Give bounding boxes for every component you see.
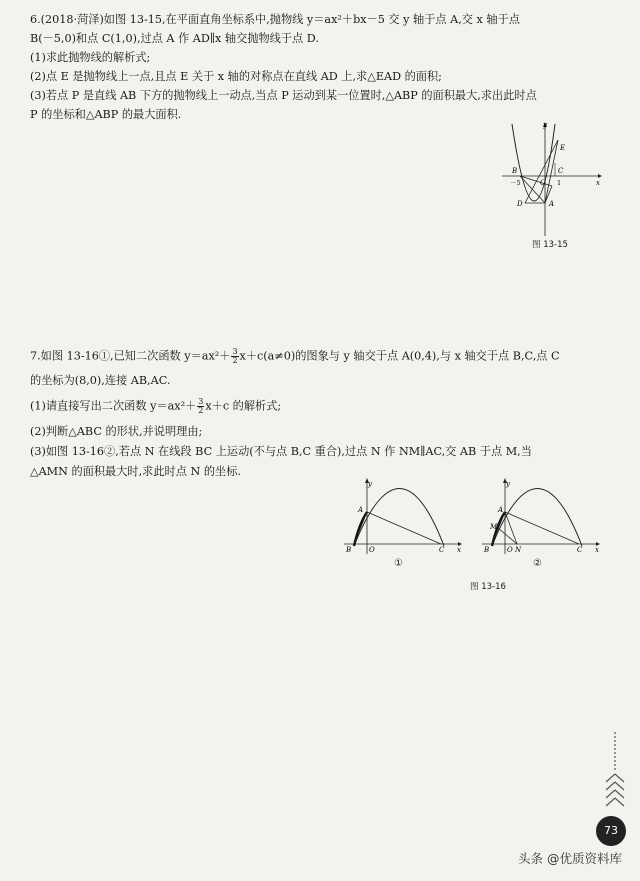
- label-neg5: －5: [510, 179, 521, 187]
- q6-part1: (1)求此抛物线的解析式;: [30, 51, 151, 64]
- segment-AB: [354, 512, 367, 544]
- q7-frac-den: 2: [232, 356, 238, 365]
- q7-stem-line1: [30, 348, 560, 365]
- figure-13-16-sub1: ①: [394, 558, 403, 569]
- label-D: D: [517, 200, 523, 208]
- figure-13-16-sub2: ②: [533, 558, 542, 569]
- q7-stem-post: x＋c(a≠0)的图象与 y 轴交于点 A(0,4),与 x 轴交于点 B,C,点 C: [239, 349, 560, 363]
- label-A: A: [358, 506, 364, 514]
- parabola: [354, 489, 444, 547]
- parabola: [512, 124, 555, 201]
- page-number-badge: 73: [596, 816, 626, 846]
- q7-part1-pre: (1)请直接写出二次函数 y＝ax²＋: [30, 399, 197, 413]
- label-x: x: [595, 546, 599, 554]
- q6-part3-line1: (3)若点 P 是直线 AB 下方的抛物线上一动点,当点 P 运动到某一位置时,△ABP 的面积最大,求出此时点: [30, 89, 537, 102]
- q6-stem-line1: 6.(2018·菏泽)如图 13-15,在平面直角坐标系中,抛物线 y＝ax²＋bx－5 交 y 轴于点 A,交 x 轴于点: [30, 13, 520, 26]
- q7-part1: [30, 398, 281, 415]
- label-B: B: [484, 546, 490, 554]
- label-B: B: [512, 167, 518, 175]
- label-B: B: [346, 546, 352, 554]
- figure-13-16-2: [478, 476, 603, 558]
- q7-part1-post: x＋c 的解析式;: [205, 399, 282, 413]
- segment-AC: [505, 512, 579, 544]
- label-y: y: [368, 480, 372, 488]
- label-N: N: [515, 546, 522, 554]
- scroll-chevrons-icon: [600, 730, 630, 820]
- label-x: x: [457, 546, 461, 554]
- q6-part3-line2: P 的坐标和△ABP 的最大面积.: [30, 108, 182, 121]
- figure-13-16-1: [340, 476, 465, 558]
- q6-part2: (2)点 E 是抛物线上一点,且点 E 关于 x 轴的对称点在直线 AD 上,求△EAD 的面积;: [30, 70, 442, 83]
- label-O: O: [369, 546, 375, 554]
- label-A: A: [498, 506, 504, 514]
- segment-DE: [525, 140, 558, 203]
- label-C: C: [577, 546, 583, 554]
- q7-part1-frac-den: 2: [198, 406, 204, 415]
- figure-13-16-caption: 图 13-16: [470, 582, 506, 592]
- x-axis-arrow: [598, 174, 602, 178]
- q7-stem-line2: 的坐标为(8,0),连接 AB,AC.: [30, 374, 171, 387]
- q7-part3-line2: △AMN 的面积最大时,求此时点 N 的坐标.: [30, 465, 241, 478]
- figure-13-15-caption: 图 13-15: [532, 240, 568, 250]
- label-1: 1: [557, 179, 562, 187]
- label-O: O: [540, 179, 546, 187]
- label-O: O: [507, 546, 513, 554]
- figure-13-15: [500, 118, 605, 238]
- q7-frac-num: 3: [232, 347, 238, 356]
- segment-AC: [367, 512, 441, 544]
- q7-stem-pre: 7.如图 13-16①,已知二次函数 y＝ax²＋: [30, 349, 231, 363]
- q7-part1-fraction: [197, 398, 204, 415]
- label-C: C: [558, 167, 564, 175]
- label-C: C: [439, 546, 445, 554]
- label-x: x: [596, 179, 600, 187]
- q7-part1-frac-num: 3: [198, 397, 204, 406]
- parabola: [492, 489, 582, 547]
- q7-part2: (2)判断△ABC 的形状,并说明理由;: [30, 425, 203, 438]
- watermark: 头条 @优质资料库: [518, 851, 622, 866]
- q7-fraction: [231, 348, 238, 365]
- label-E: E: [560, 144, 566, 152]
- label-M: M: [490, 523, 498, 531]
- label-A: A: [549, 200, 555, 208]
- q7-part3-line1: (3)如图 13-16②,若点 N 在线段 BC 上运动(不与点 B,C 重合),过点 N 作 NM∥AC,交 AB 于点 M,当: [30, 445, 532, 458]
- label-y: y: [543, 121, 547, 129]
- label-y: y: [506, 480, 510, 488]
- q6-stem-line2: B(－5,0)和点 C(1,0),过点 A 作 AD∥x 轴交抛物线于点 D.: [30, 32, 319, 45]
